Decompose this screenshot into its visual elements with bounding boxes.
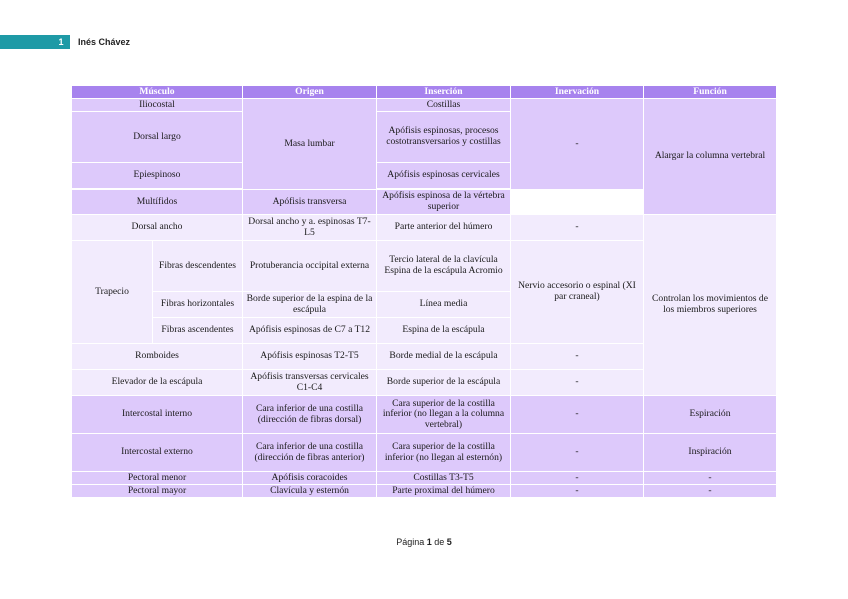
cell-insercion: Apófisis espinosas cervicales: [377, 163, 511, 189]
footer-current-page: 1: [426, 537, 432, 547]
table-row: [72, 485, 777, 498]
table-row: [72, 99, 777, 112]
cell-funcion: Inspiración: [644, 434, 777, 472]
cell-musculo: Trapecio: [72, 241, 153, 344]
cell-origen: Clavícula y esternón: [243, 485, 377, 498]
cell-insercion: Parte anterior del húmero: [377, 215, 511, 241]
cell-insercion: Costillas: [377, 99, 511, 112]
cell-inervacion: Nervio accesorio o espinal (XI par craneal): [511, 241, 644, 344]
cell-musculo: Multífidos: [72, 190, 243, 215]
cell-insercion: Cara superior de la costilla inferior (no llegan al esternón): [377, 434, 511, 472]
table-row: [72, 396, 777, 434]
cell-origen: Dorsal ancho y a. espinosas T7-L5: [243, 215, 377, 241]
cell-musculo: Romboides: [72, 344, 243, 370]
cell-origen: Apófisis espinosas T2-T5: [243, 344, 377, 370]
cell-subdivision: Fibras horizontales: [153, 292, 243, 318]
column-header-insercion: Inserción: [377, 86, 511, 99]
column-header-musculo: Músculo: [72, 86, 243, 99]
footer-total-pages: 5: [446, 537, 452, 547]
cell-inervacion: -: [511, 396, 644, 434]
footer-of: de: [434, 537, 445, 547]
cell-subdivision: Fibras ascendentes: [153, 318, 243, 344]
cell-musculo: Intercostal externo: [72, 434, 243, 472]
cell-origen: Apófisis transversa: [243, 190, 377, 215]
cell-funcion: Controlan los movimientos de los miembros superiores: [644, 215, 777, 396]
cell-musculo: Iliocostal: [72, 99, 243, 112]
cell-inervacion: -: [511, 434, 644, 472]
cell-funcion: Alargar la columna vertebral: [644, 99, 777, 215]
cell-insercion: Tercio lateral de la clavícula Espina de la escápula Acromio: [377, 241, 511, 292]
page-footer: [0, 537, 848, 547]
cell-subdivision: Fibras descendentes: [153, 241, 243, 292]
header-page-number: 1: [58, 37, 64, 47]
cell-origen: Apófisis espinosas de C7 a T12: [243, 318, 377, 344]
cell-origen: Borde superior de la espina de la escápula: [243, 292, 377, 318]
cell-funcion: Espiración: [644, 396, 777, 434]
cell-origen: Apófisis transversas cervicales C1-C4: [243, 370, 377, 396]
table-row: [72, 215, 777, 241]
cell-inervacion: -: [511, 344, 644, 370]
cell-musculo: Pectoral menor: [72, 472, 243, 485]
cell-musculo: Dorsal ancho: [72, 215, 243, 241]
table-header-row: [72, 86, 777, 99]
cell-funcion: -: [644, 485, 777, 498]
cell-origen: Cara inferior de una costilla (dirección de fibras dorsal): [243, 396, 377, 434]
cell-inervacion: -: [511, 215, 644, 241]
cell-insercion: Espina de la escápula: [377, 318, 511, 344]
cell-insercion: Cara superior de la costilla inferior (no llegan a la columna vertebral): [377, 396, 511, 434]
cell-origen: Protuberancia occipital externa: [243, 241, 377, 292]
column-header-origen: Origen: [243, 86, 377, 99]
cell-inervacion: -: [511, 472, 644, 485]
cell-insercion: Borde superior de la escápula: [377, 370, 511, 396]
cell-origen: Masa lumbar: [243, 99, 377, 190]
cell-inervacion: -: [511, 99, 644, 190]
cell-insercion: Borde medial de la escápula: [377, 344, 511, 370]
cell-musculo: Dorsal largo: [72, 112, 243, 163]
footer-prefix: Página: [396, 537, 425, 547]
cell-insercion: Apófisis espinosas, procesos costotransversarios y costillas: [377, 112, 511, 163]
cell-origen: Cara inferior de una costilla (dirección de fibras anterior): [243, 434, 377, 472]
cell-musculo: Pectoral mayor: [72, 485, 243, 498]
cell-musculo: Epiespinoso: [72, 163, 243, 189]
cell-insercion: Línea media: [377, 292, 511, 318]
table-row: [72, 434, 777, 472]
header-author: Inés Chávez: [78, 37, 131, 47]
cell-insercion: Parte proximal del húmero: [377, 485, 511, 498]
cell-inervacion: -: [511, 370, 644, 396]
cell-inervacion: -: [511, 485, 644, 498]
cell-origen: Apófisis coracoides: [243, 472, 377, 485]
cell-musculo: Intercostal interno: [72, 396, 243, 434]
cell-funcion: -: [644, 472, 777, 485]
column-header-funcion: Función: [644, 86, 777, 99]
cell-insercion: Costillas T3-T5: [377, 472, 511, 485]
cell-insercion: Apófisis espinosa de la vértebra superior: [377, 190, 511, 215]
column-header-inervacion: Inervación: [511, 86, 644, 99]
cell-musculo: Elevador de la escápula: [72, 370, 243, 396]
table-row: [72, 472, 777, 485]
muscle-table: [71, 85, 777, 498]
